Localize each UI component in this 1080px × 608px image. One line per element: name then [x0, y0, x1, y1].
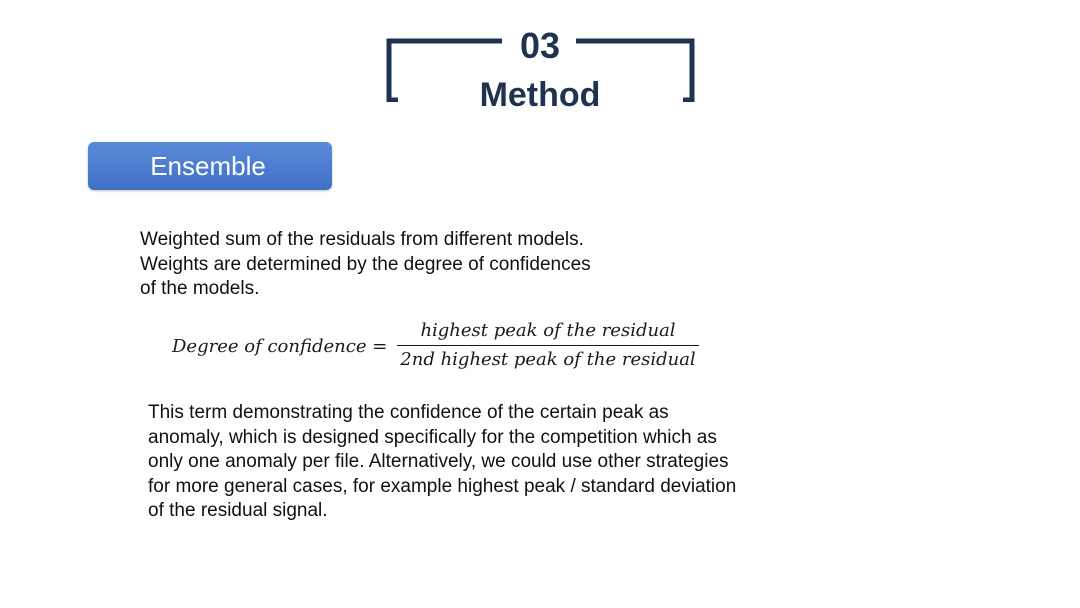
intro-line: Weighted sum of the residuals from different models. — [140, 229, 584, 250]
ensemble-badge: Ensemble — [88, 142, 332, 190]
confidence-formula — [172, 318, 712, 376]
formula-numerator: highest peak of the residual — [420, 320, 676, 341]
intro-line: of the models. — [140, 278, 260, 299]
section-number: 03 — [519, 25, 561, 66]
formula-lhs: Degree of confidence = — [172, 336, 388, 357]
explanation-line: only one anomaly per file. Alternatively, we could use other strategies — [148, 451, 729, 472]
fraction-bar — [397, 345, 699, 346]
formula-fraction — [397, 318, 699, 373]
explanation-line: anomaly, which is designed specifically for the competition which as — [148, 426, 717, 448]
intro-line: Weights are determined by the degree of confidences — [140, 253, 591, 275]
formula-denominator: 2nd highest peak of the residual — [400, 349, 696, 370]
explanation-line: for more general cases, for example highest peak / standard deviation — [148, 475, 737, 497]
explanation-paragraph — [148, 401, 736, 524]
explanation-line: of the residual signal. — [148, 500, 328, 521]
intro-paragraph — [140, 228, 591, 302]
section-title: Method — [479, 76, 601, 114]
explanation-line: This term demonstrating the confidence of the certain peak as — [148, 402, 669, 423]
